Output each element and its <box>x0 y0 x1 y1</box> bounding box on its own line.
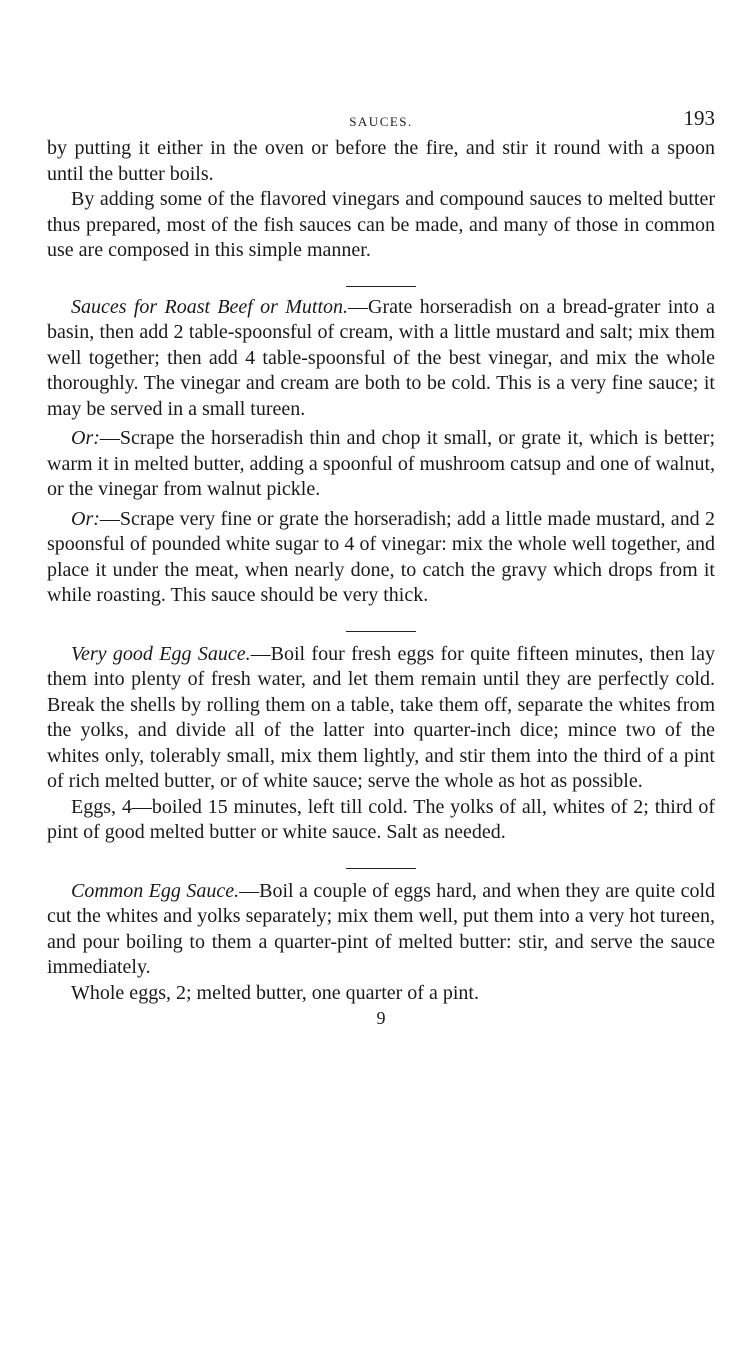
recipe-title: Very good Egg Sauce. <box>71 642 251 665</box>
common-egg-sauce-recipe <box>47 879 715 981</box>
intro-paragraph-2: By adding some of the flavored vinegars and compound sauces to melted butter thus prepared, most of the fish sauces can be made, and many of those in common use are composed in this simple manner. <box>47 188 715 261</box>
egg-sauce-note: Eggs, 4—boiled 15 minutes, left till cold. The yolks of all, whites of 2; third of pint of good melted butter or white sauce. Salt as needed. <box>47 795 715 843</box>
variant-body: —Scrape the horseradish thin and chop it small, or grate it, which is better; warm it in melted butter, adding a spoonful of mushroom catsup and one of walnut, or the vinegar from walnut pickle. <box>47 427 715 500</box>
variant-body: —Scrape very fine or grate the horseradish; add a little made mustard, and 2 spoonsful of pounded white sugar to 4 of vinegar: mix the whole well together, and place it under the meat, when nearly done, to catch the gravy which drops from it while roasting. This sauce should be very thick. <box>47 507 715 606</box>
book-page <box>47 100 715 1029</box>
recipe-title: Sauces for Roast Beef or Mutton. <box>71 295 349 318</box>
recipe-body: —Grate horseradish on a bread-grater into a basin, then add 2 table-spoonsful of cream, with a little mustard and salt; mix them well together; then add 4 table-spoonsful of the best vinegar, and mix the whole thoroughly. The vinegar and cream are both to be cold. This is a very fine sauce; it may be served in a small tureen. <box>47 295 715 420</box>
running-head: SAUCES. <box>349 114 413 129</box>
section-divider <box>346 631 416 632</box>
recipe-body: —Boil four fresh eggs for quite fifteen minutes, then lay them into plenty of fresh water, and let them remain until they are perfectly cold. Break the shells by rolling them on a table, take them off, separate the whites from the yolks, and divide all of the latter into quarter-inch dice; mince two of the whites only, tolerably small, mix them lightly, and stir them into the third of a pint of rich melted butter, or of white sauce; serve the whole as hot as possible. <box>47 642 715 792</box>
recipe-title: Common Egg Sauce. <box>71 879 240 902</box>
roast-beef-recipe <box>47 295 715 423</box>
page-header <box>47 100 715 136</box>
variant-label: Or: <box>71 507 100 530</box>
egg-sauce-recipe <box>47 642 715 795</box>
section-divider <box>346 868 416 869</box>
intro-paragraph-1: by putting it either in the oven or before the fire, and stir it round with a spoon until the butter boils. <box>47 137 715 185</box>
section-divider <box>346 286 416 287</box>
roast-beef-variant-2 <box>47 507 715 609</box>
common-egg-sauce-note: Whole eggs, 2; melted butter, one quarter of a pint. <box>71 981 479 1004</box>
page-number: 193 <box>683 106 715 130</box>
roast-beef-variant-1 <box>47 426 715 503</box>
variant-label: Or: <box>71 427 100 449</box>
signature-mark: 9 <box>376 1008 386 1028</box>
recipe-body: —Boil a couple of eggs hard, and when they are quite cold cut the whites and yolks separately; mix them well, put them into a very hot tureen, and pour boiling to them a quarter-pint of melted butter: stir, and serve the sauce immediately. <box>47 879 716 978</box>
